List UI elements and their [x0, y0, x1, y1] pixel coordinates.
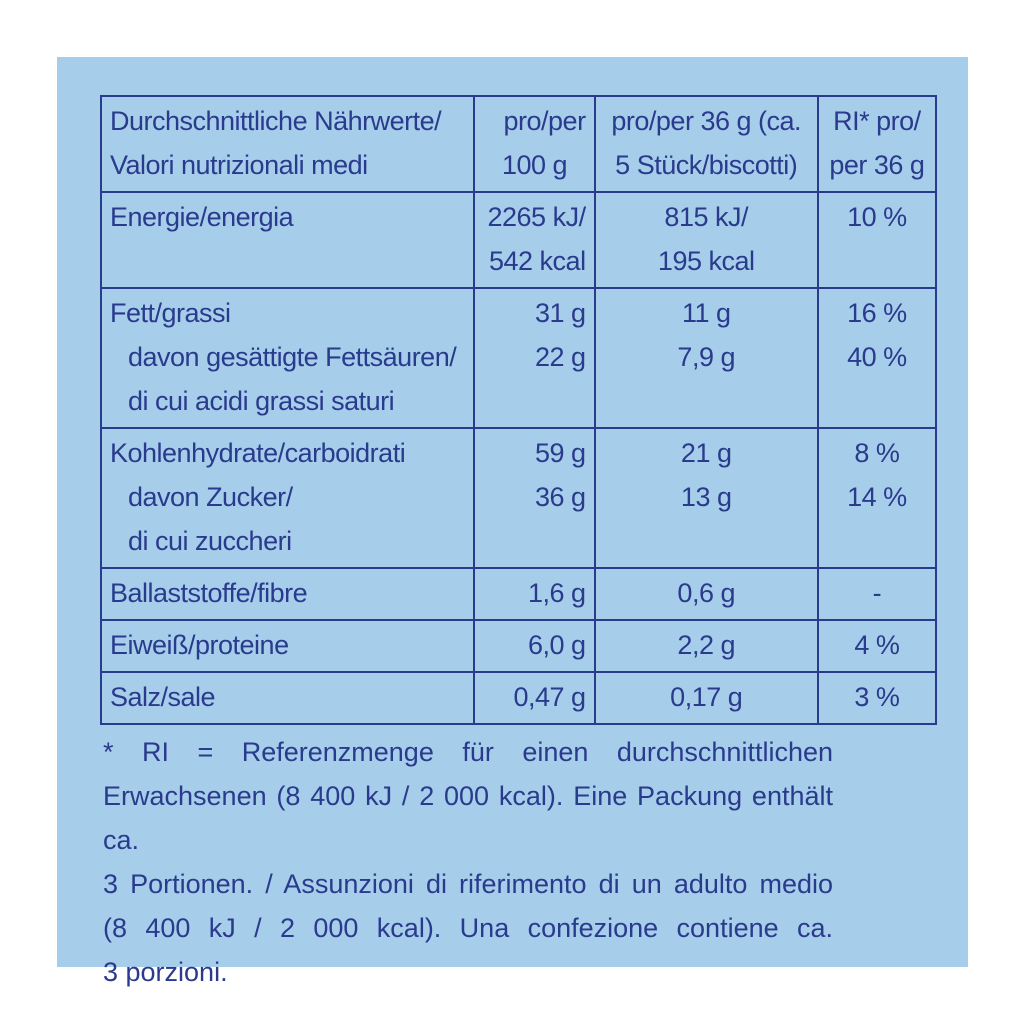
- fibre-per-36g: 0,6 g: [595, 568, 818, 620]
- header-ri-line-2: per 36 g: [829, 150, 925, 180]
- carbs-per-100g: 59 g: [535, 438, 586, 468]
- fat-label: Fett/grassi: [110, 298, 231, 328]
- header-per-36g-line-2: 5 Stück/biscotti): [615, 150, 798, 180]
- fibre-label: Ballaststoffe/fibre: [101, 568, 474, 620]
- fibre-ri: -: [818, 568, 936, 620]
- carbs-per-36g-cell: [595, 428, 818, 568]
- footnote-line-2: Erwachsenen (8 400 kJ / 2 000 kcal). Eine Packung enthält ca.: [103, 781, 833, 855]
- protein-label: Eiweiß/proteine: [101, 620, 474, 672]
- energy-per-36g-kj: 815 kJ/: [664, 202, 748, 232]
- sugars-label-line-1: davon Zucker/: [128, 482, 293, 512]
- carbs-ri: 8 %: [854, 438, 900, 468]
- salt-label: Salz/sale: [101, 672, 474, 724]
- protein-per-36g: 2,2 g: [595, 620, 818, 672]
- footnote-line-4: (8 400 kJ / 2 000 kcal). Una confezione contiene ca.: [103, 913, 833, 943]
- carbs-label: Kohlenhydrate/carboidrati: [110, 438, 406, 468]
- sugars-per-36g: 13 g: [680, 482, 732, 512]
- header-per-100g: [474, 96, 594, 192]
- header-nutrient-line-1: Durchschnittliche Nährwerte/: [110, 106, 442, 136]
- energy-per-36g-kcal: 195 kcal: [657, 246, 755, 276]
- header-nutrient-line-2: Valori nutrizionali medi: [110, 150, 368, 180]
- carbs-per-100g-cell: [474, 428, 594, 568]
- energy-per-100g-kcal: 542 kcal: [489, 246, 586, 276]
- saturated-fat-label-line-2: di cui acidi grassi saturi: [128, 386, 395, 416]
- fat-label-cell: [101, 288, 474, 428]
- fat-per-36g-cell: [595, 288, 818, 428]
- protein-per-100g: 6,0 g: [474, 620, 594, 672]
- carbs-per-36g: 21 g: [680, 438, 732, 468]
- header-per-100g-line-2: 100 g: [501, 150, 568, 180]
- header-ri-line-1: RI* pro/: [833, 106, 921, 136]
- salt-ri: 3 %: [818, 672, 936, 724]
- table-row-fibre: [101, 568, 936, 620]
- saturated-fat-label-line-1: davon gesättigte Fettsäuren/: [128, 342, 457, 372]
- header-per-36g-line-1: pro/per 36 g (ca.: [611, 106, 802, 136]
- table-row-salt: [101, 672, 936, 724]
- footnote-line-1: * RI = Referenzmenge für einen durchschnittlichen: [103, 737, 833, 767]
- table-row-energy: [101, 192, 936, 288]
- table-row-protein: [101, 620, 936, 672]
- footnote-line-5: 3 porzioni.: [103, 957, 228, 987]
- fat-per-36g: 11 g: [681, 298, 731, 328]
- table-row-carbohydrates: [101, 428, 936, 568]
- sugars-label-line-2: di cui zuccheri: [128, 526, 292, 556]
- fat-per-100g-cell: [474, 288, 594, 428]
- salt-per-100g: 0,47 g: [474, 672, 594, 724]
- energy-ri: 10 %: [818, 192, 936, 288]
- fibre-per-100g: 1,6 g: [474, 568, 594, 620]
- header-per-36g: [595, 96, 818, 192]
- saturated-fat-ri: 40 %: [847, 342, 907, 372]
- fat-ri-cell: [818, 288, 936, 428]
- carbs-ri-cell: [818, 428, 936, 568]
- sugars-ri: 14 %: [847, 482, 907, 512]
- table-row-fat: [101, 288, 936, 428]
- header-per-100g-line-1: pro/per: [503, 106, 586, 136]
- footnote-line-3: 3 Portionen. / Assunzioni di riferimento di un adulto medio: [103, 869, 833, 899]
- fat-per-100g: 31 g: [535, 298, 586, 328]
- header-ri: [818, 96, 936, 192]
- energy-per-36g: [595, 192, 818, 288]
- saturated-fat-per-36g: 7,9 g: [677, 342, 735, 372]
- fat-ri: 16 %: [847, 298, 907, 328]
- nutrition-table: [100, 95, 937, 725]
- table-header-row: [101, 96, 936, 192]
- energy-per-100g-kj: 2265 kJ/: [487, 202, 586, 232]
- protein-ri: 4 %: [818, 620, 936, 672]
- salt-per-36g: 0,17 g: [595, 672, 818, 724]
- header-nutrient: [101, 96, 474, 192]
- saturated-fat-per-100g: 22 g: [535, 342, 586, 372]
- energy-label: Energie/energia: [101, 192, 474, 288]
- reference-intake-footnote: [103, 730, 833, 994]
- carbs-label-cell: [101, 428, 474, 568]
- energy-per-100g: [474, 192, 594, 288]
- sugars-per-100g: 36 g: [535, 482, 586, 512]
